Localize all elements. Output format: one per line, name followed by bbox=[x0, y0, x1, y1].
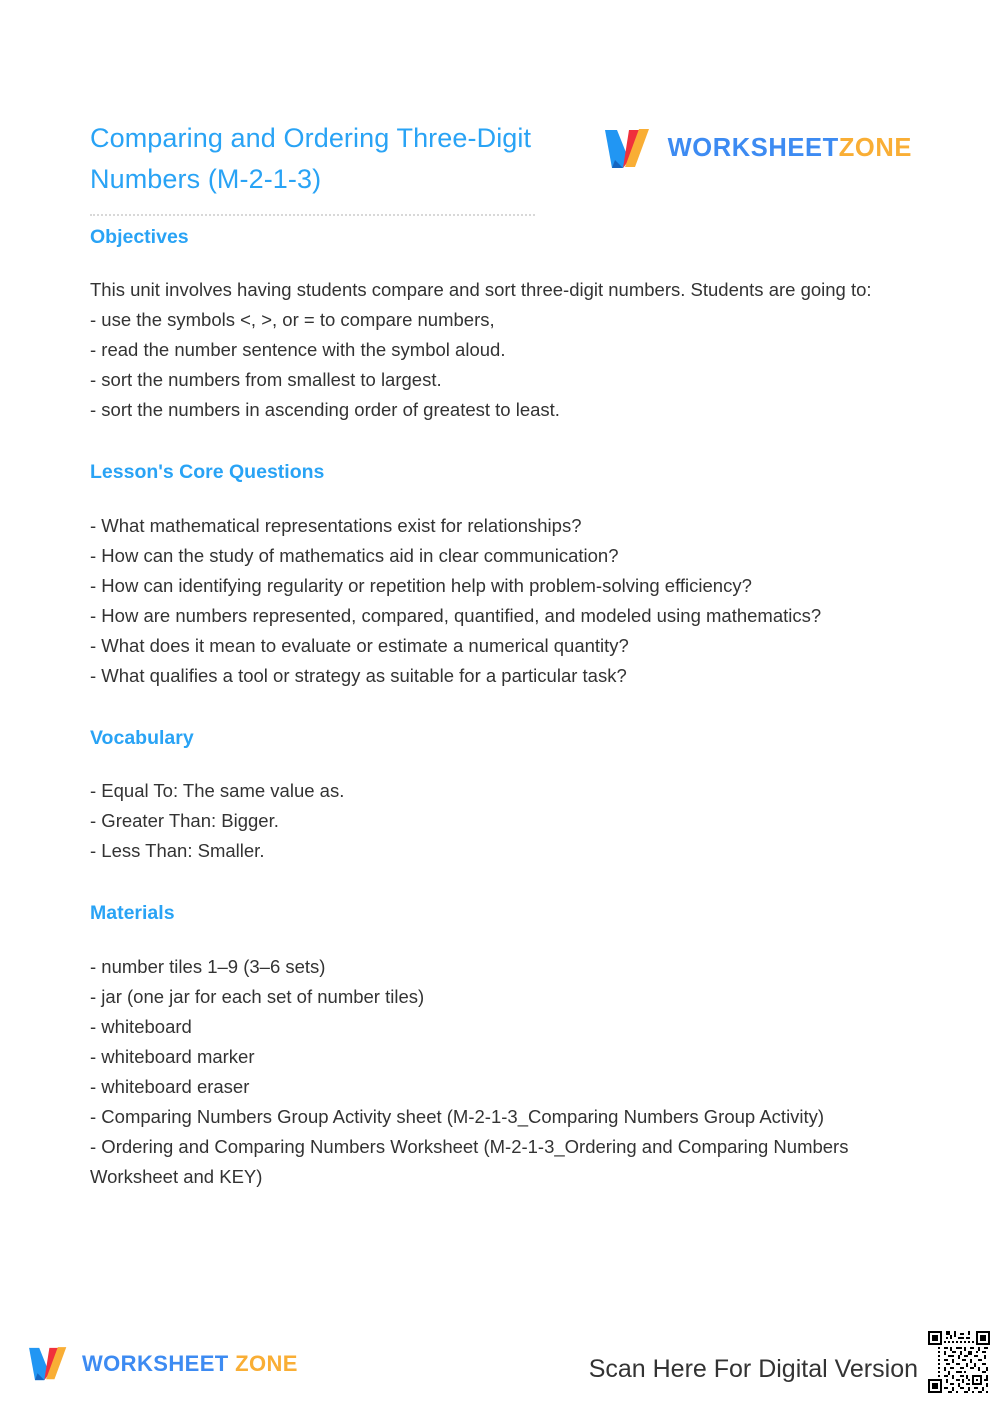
core-question-item: - What mathematical representations exist for relationships? bbox=[90, 514, 582, 536]
objectives-item: - read the number sentence with the symbol aloud. bbox=[90, 339, 506, 361]
worksheet-content bbox=[90, 226, 912, 1192]
materials-item: - whiteboard bbox=[90, 1015, 192, 1037]
core-questions-body bbox=[90, 511, 912, 691]
title-divider bbox=[90, 214, 535, 216]
vocabulary-body bbox=[90, 776, 912, 866]
footer-logo[interactable] bbox=[24, 1344, 298, 1384]
vocabulary-item: - Equal To: The same value as. bbox=[90, 780, 345, 802]
footer-logo-word-zone: ZONE bbox=[228, 1351, 298, 1376]
section-core-questions bbox=[90, 461, 912, 690]
materials-item: - whiteboard eraser bbox=[90, 1075, 250, 1097]
page-footer bbox=[0, 1322, 1000, 1414]
scan-prompt-text: Scan Here For Digital Version bbox=[588, 1355, 918, 1383]
materials-item: - whiteboard marker bbox=[90, 1045, 255, 1067]
materials-item: - Ordering and Comparing Numbers Worksheet (M-2-1-3_Ordering and Comparing Numbers Worksheet and KEY) bbox=[90, 1135, 849, 1187]
objectives-item: - sort the numbers in ascending order of greatest to least. bbox=[90, 399, 560, 421]
logo-word-worksheet: WORKSHEET bbox=[667, 134, 839, 163]
header-logo[interactable] bbox=[599, 126, 912, 172]
materials-item: - jar (one jar for each set of number tiles) bbox=[90, 985, 425, 1007]
objectives-item: - sort the numbers from smallest to largest. bbox=[90, 369, 442, 391]
section-heading-objectives: Objectives bbox=[90, 226, 189, 248]
page-header bbox=[90, 118, 912, 216]
footer-logo-word-worksheet: WORKSHEET bbox=[82, 1351, 229, 1376]
title-block bbox=[90, 118, 540, 216]
vocabulary-item: - Greater Than: Bigger. bbox=[90, 810, 279, 832]
core-question-item: - What qualifies a tool or strategy as suitable for a particular task? bbox=[90, 664, 627, 686]
core-question-item: - How can the study of mathematics aid in clear communication? bbox=[90, 544, 619, 566]
worksheetzone-logo-icon bbox=[24, 1344, 68, 1384]
section-heading-vocabulary: Vocabulary bbox=[90, 726, 194, 749]
section-vocabulary bbox=[90, 727, 912, 866]
core-question-item: - How are numbers represented, compared, quantified, and modeled using mathematics? bbox=[90, 604, 822, 626]
section-heading-core-questions: Lesson's Core Questions bbox=[90, 461, 325, 484]
vocabulary-item: - Less Than: Smaller. bbox=[90, 840, 265, 862]
footer-logo-wordmark bbox=[82, 1353, 298, 1375]
logo-wordmark bbox=[668, 136, 912, 162]
logo-word-zone: ZONE bbox=[838, 134, 912, 163]
materials-body bbox=[90, 952, 912, 1192]
materials-item: - number tiles 1–9 (3–6 sets) bbox=[90, 955, 326, 977]
core-question-item: - How can identifying regularity or repetition help with problem-solving efficiency? bbox=[90, 574, 752, 596]
objectives-intro: This unit involves having students compare and sort three-digit numbers. Students are going to: bbox=[90, 279, 872, 301]
materials-item: - Comparing Numbers Group Activity sheet (M-2-1-3_Comparing Numbers Group Activity) bbox=[90, 1105, 825, 1127]
qr-code-icon[interactable] bbox=[926, 1329, 992, 1395]
objectives-item: - use the symbols <, >, or = to compare numbers, bbox=[90, 309, 495, 331]
section-objectives bbox=[90, 226, 912, 425]
section-heading-materials: Materials bbox=[90, 902, 175, 925]
worksheetzone-logo-icon bbox=[599, 126, 651, 172]
page-title: Comparing and Ordering Three-Digit Numbers (M-2-1-3) bbox=[90, 123, 532, 194]
section-materials bbox=[90, 902, 912, 1191]
core-question-item: - What does it mean to evaluate or estimate a numerical quantity? bbox=[90, 634, 629, 656]
objectives-body bbox=[90, 275, 912, 425]
